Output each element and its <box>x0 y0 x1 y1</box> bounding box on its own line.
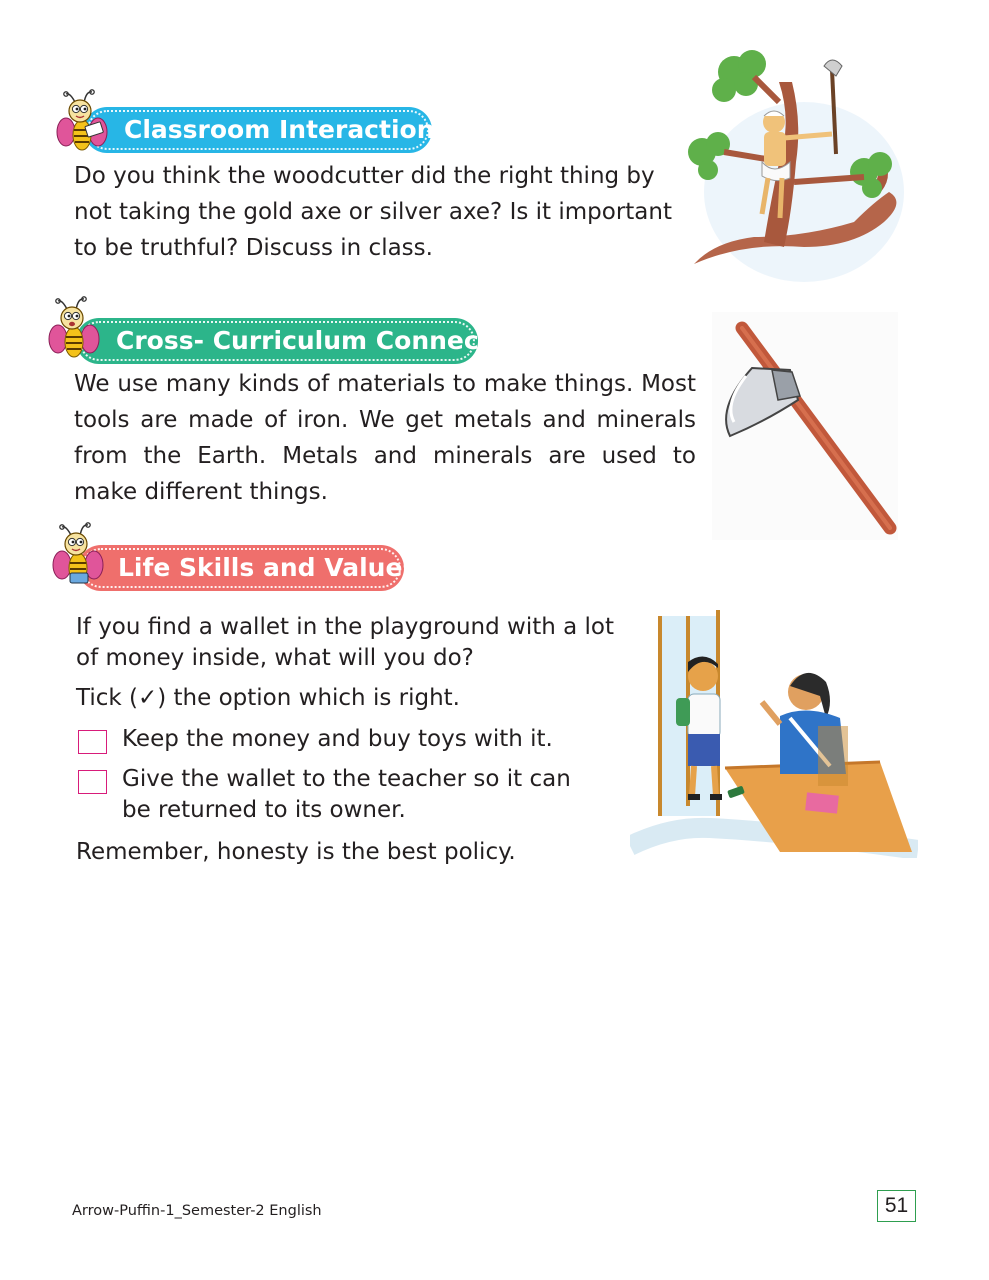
bug-mascot-icon <box>56 88 118 158</box>
option-row[interactable] <box>78 764 608 826</box>
bug-mascot-icon <box>48 295 110 365</box>
option-text: Give the wallet to the teacher so it can be returned to its owner. <box>122 766 571 823</box>
option-checkbox[interactable] <box>78 730 107 754</box>
option-checkbox[interactable] <box>78 770 107 794</box>
option-row[interactable] <box>78 724 608 755</box>
cross-curriculum-heading: Cross- Curriculum Connect <box>76 318 478 364</box>
classroom-interaction-heading: Classroom Interaction <box>84 107 432 153</box>
option-text: Keep the money and buy toys with it. <box>122 726 553 752</box>
bug-mascot-icon <box>52 521 114 591</box>
classroom-interaction-text: Do you think the woodcutter did the right thing by not taking the gold axe or silver axe? Is it important to be truthful? Discuss in class. <box>74 163 672 261</box>
book-title-footer: Arrow-Puffin-1_Semester-2 English <box>72 1203 322 1219</box>
axe-illustration <box>712 312 898 540</box>
life-skills-instruction: Tick (✓) the option which is right. <box>76 685 460 711</box>
teacher-student-illustration <box>630 606 918 858</box>
life-skills-heading: Life Skills and Values <box>78 545 404 591</box>
page-number: 51 <box>877 1190 916 1222</box>
life-skills-question: If you find a wallet in the playground with a lot of money inside, what will you do? <box>76 614 615 671</box>
life-skills-closing: Remember, honesty is the best policy. <box>76 839 516 865</box>
cross-curriculum-text: We use many kinds of materials to make things. Most tools are made of iron. We get metals and minerals from the Earth. Metals and minerals are used to make different things. <box>74 371 696 505</box>
woodcutter-illustration <box>684 42 910 286</box>
